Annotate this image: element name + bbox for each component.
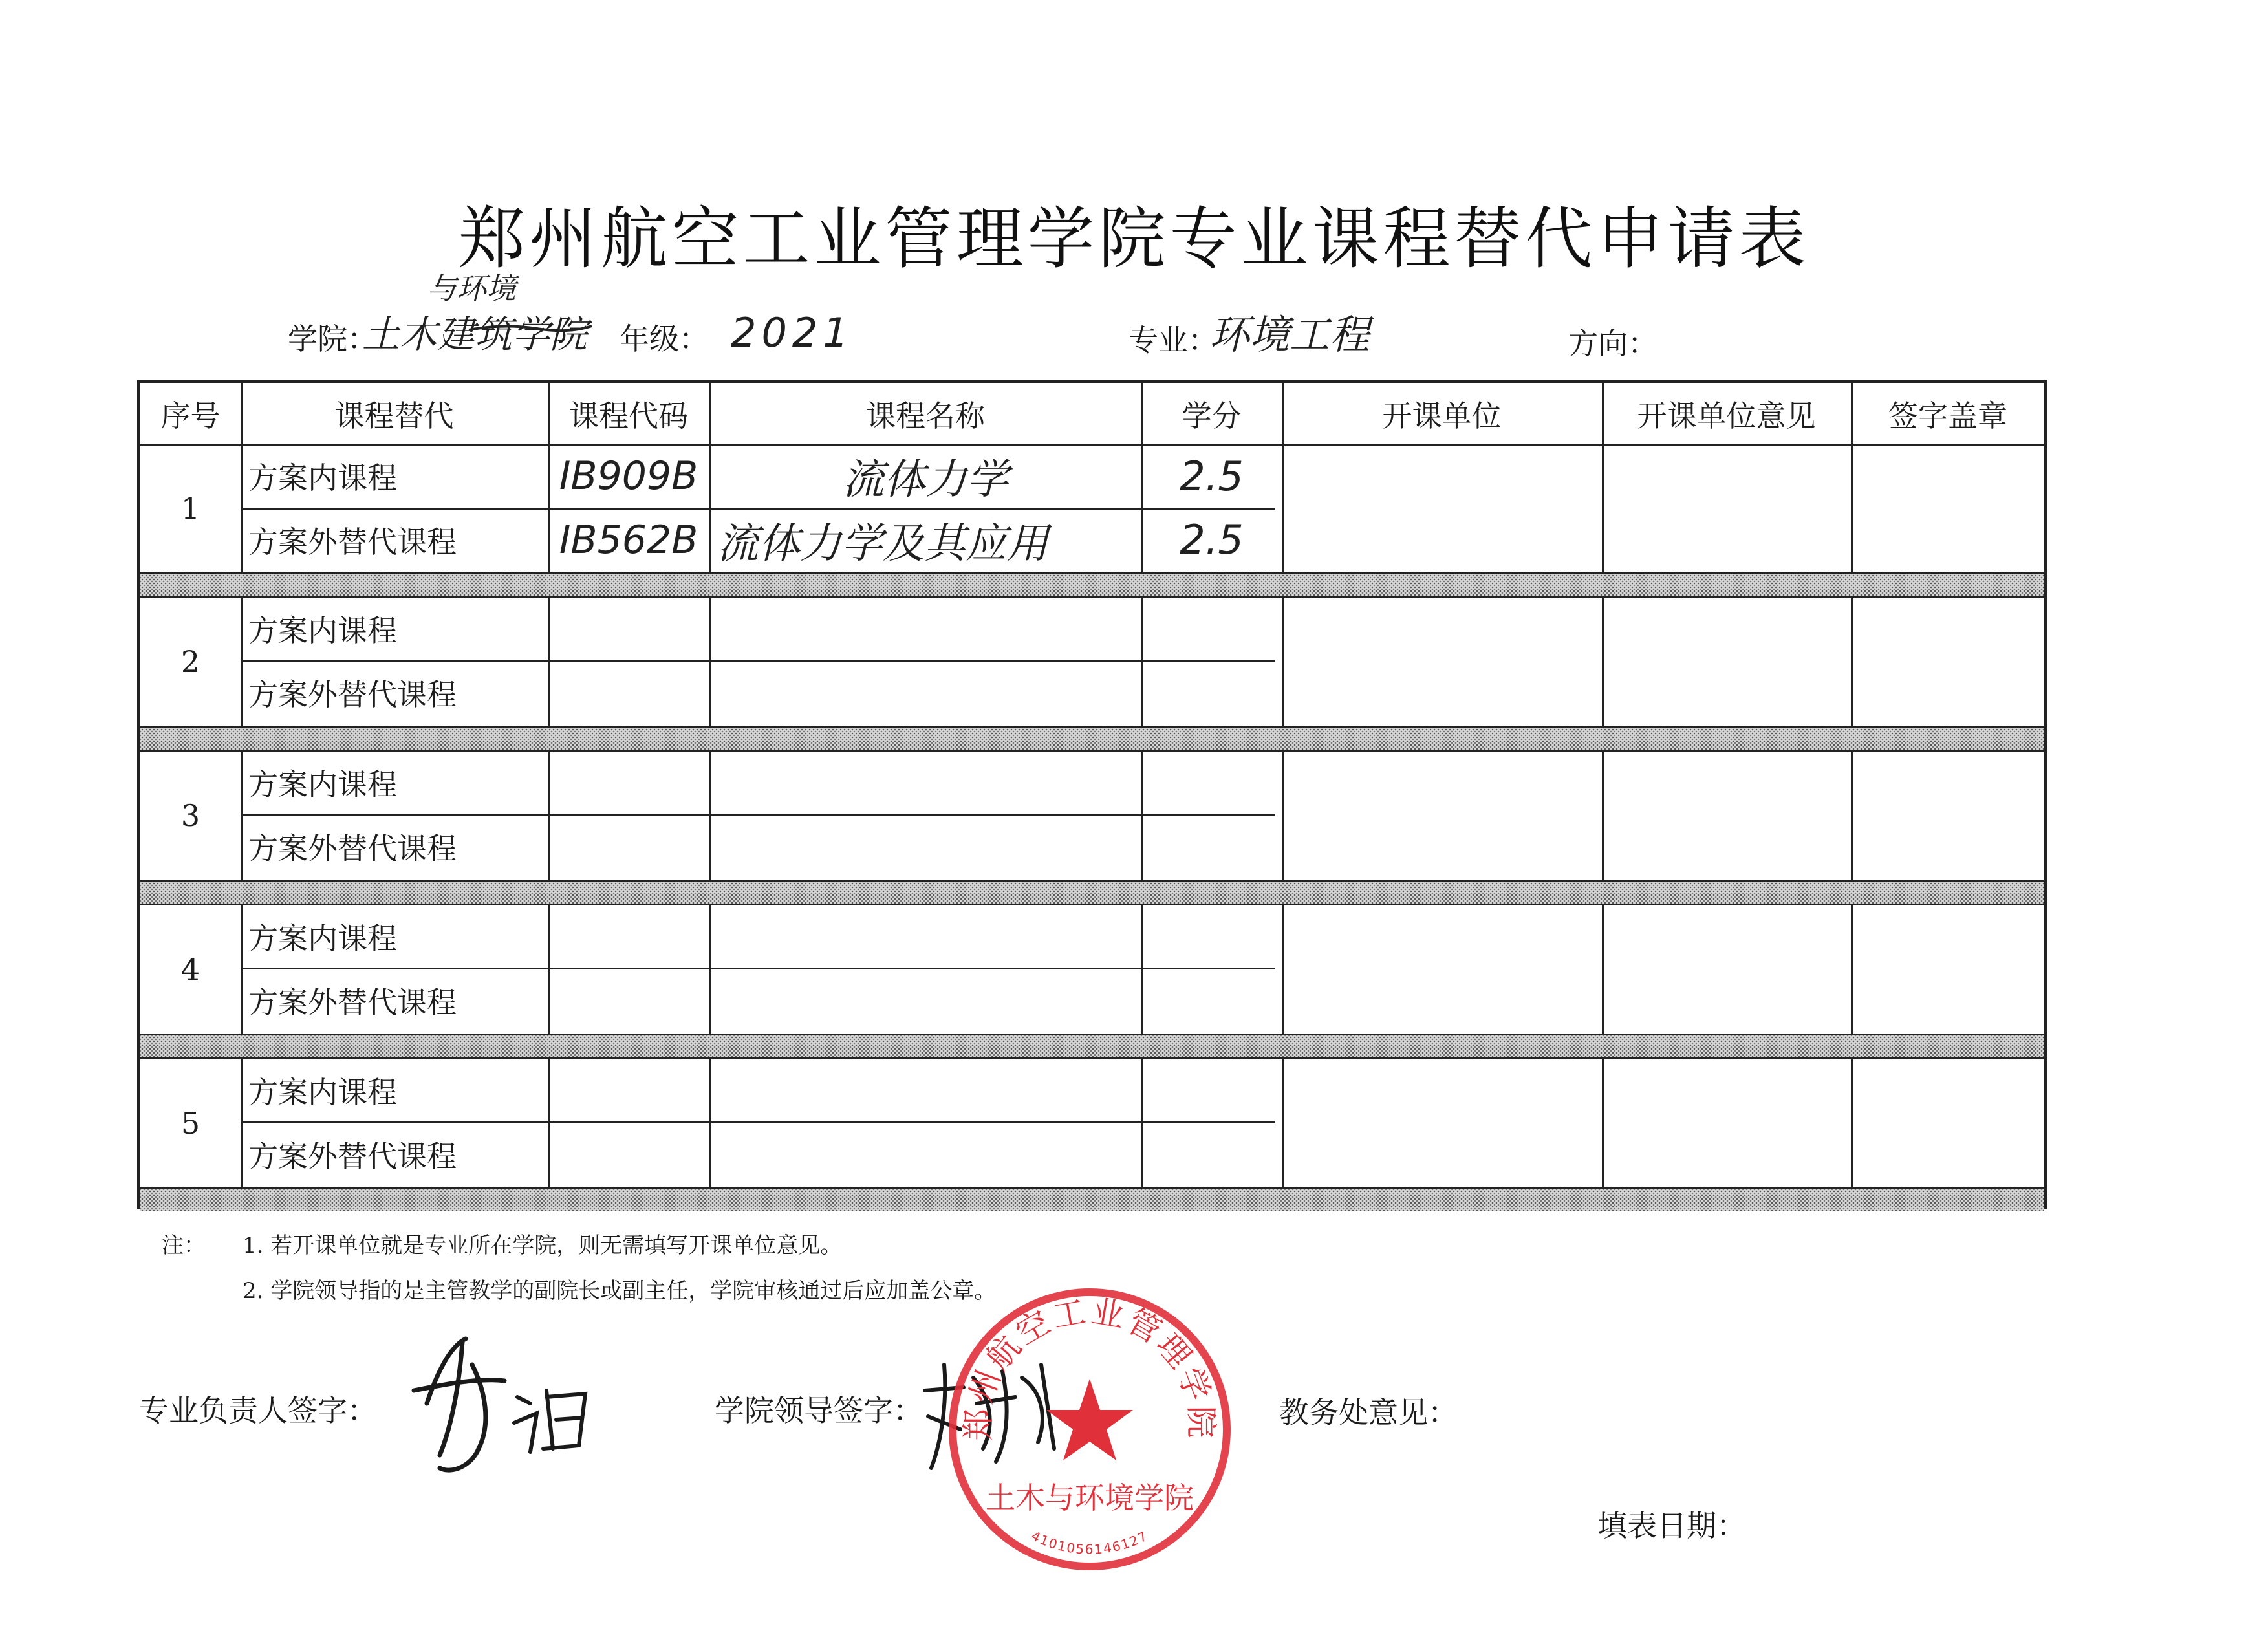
direction-label: 方向：	[1568, 326, 1658, 361]
row-label-substitute: 方案外替代课程	[248, 1139, 457, 1174]
in-plan-credit[interactable]	[1141, 1059, 1282, 1121]
col-header-credit: 学分	[1182, 398, 1242, 433]
seal-inner-text: 土木与环境学院	[986, 1480, 1194, 1515]
substitute-code[interactable]	[548, 660, 709, 726]
row-number: 5	[180, 1106, 200, 1141]
unit-opinion-cell[interactable]	[1602, 444, 1851, 572]
substitute-code[interactable]	[548, 1121, 709, 1187]
substitute-code[interactable]	[548, 968, 709, 1034]
grade-value[interactable]: 2021	[731, 309, 854, 356]
substitute-name[interactable]	[709, 968, 1141, 1034]
unit-cell[interactable]	[1282, 1059, 1602, 1187]
signature-cell[interactable]	[1851, 598, 2045, 726]
signature-cell[interactable]	[1851, 444, 2045, 572]
col-header-name: 课程名称	[866, 398, 985, 433]
col-header-substitution: 课程替代	[334, 398, 454, 433]
row-number: 3	[180, 798, 200, 833]
row-label-substitute: 方案外替代课程	[248, 524, 457, 559]
in-plan-code[interactable]	[548, 905, 709, 968]
unit-opinion-cell[interactable]	[1602, 598, 1851, 726]
col-header-unit-opinion: 开课单位意见	[1637, 398, 1816, 433]
college-label: 学院：	[288, 321, 377, 356]
unit-cell[interactable]	[1282, 905, 1602, 1034]
unit-cell[interactable]	[1282, 444, 1602, 572]
substitute-name[interactable]	[709, 814, 1141, 880]
row-label-substitute: 方案外替代课程	[248, 831, 457, 866]
in-plan-code[interactable]: IB909B	[559, 453, 698, 499]
col-header-unit: 开课单位	[1382, 398, 1502, 433]
substitute-credit[interactable]: 2.5	[1180, 516, 1244, 563]
substitute-name[interactable]: 流体力学及其应用	[717, 519, 1048, 568]
in-plan-code[interactable]	[548, 752, 709, 814]
unit-opinion-cell[interactable]	[1602, 905, 1851, 1034]
unit-opinion-cell[interactable]	[1602, 752, 1851, 880]
major-label: 专业：	[1129, 323, 1218, 358]
seal-serial-text: 4101056146127	[1028, 1528, 1151, 1557]
row-label-in-plan: 方案内课程	[248, 767, 397, 802]
college-seal	[941, 1281, 1238, 1578]
in-plan-credit[interactable]	[1141, 905, 1282, 968]
row-number: 2	[180, 644, 200, 679]
substitute-code[interactable]	[548, 814, 709, 880]
college-correction: 与环境	[427, 271, 516, 306]
fill-date-label: 填表日期：	[1597, 1508, 1746, 1543]
row-label-in-plan: 方案内课程	[248, 1075, 397, 1110]
col-header-signature: 签字盖章	[1888, 398, 2007, 433]
strikethrough-mark	[466, 304, 595, 349]
in-plan-name[interactable]	[709, 598, 1141, 660]
major-head-signature-label: 专业负责人签字：	[139, 1393, 377, 1428]
in-plan-code[interactable]	[548, 598, 709, 660]
college-leader-signature-label: 学院领导签字：	[715, 1393, 923, 1428]
row-label-in-plan: 方案内课程	[248, 921, 397, 956]
unit-opinion-cell[interactable]	[1602, 1059, 1851, 1187]
row-number: 1	[180, 490, 200, 526]
row-label-in-plan: 方案内课程	[248, 460, 397, 495]
major-value[interactable]: 环境工程	[1209, 311, 1370, 358]
row-label-in-plan: 方案内课程	[248, 613, 397, 648]
college-value[interactable]: 土木建筑学院	[362, 312, 588, 356]
seal-outer-text: 郑州航空工业管理学院	[959, 1292, 1220, 1441]
substitution-table	[137, 380, 2047, 1209]
note-item-1: 1. 若开课单位就是专业所在学院，则无需填写开课单位意见。	[243, 1233, 843, 1259]
signature-cell[interactable]	[1851, 905, 2045, 1034]
substitute-credit[interactable]	[1141, 968, 1282, 1034]
in-plan-name[interactable]: 流体力学	[843, 456, 1008, 504]
in-plan-credit[interactable]	[1141, 598, 1282, 660]
substitute-credit[interactable]	[1141, 1121, 1282, 1187]
row-label-substitute: 方案外替代课程	[248, 677, 457, 712]
major-head-signature	[401, 1326, 608, 1488]
substitute-name[interactable]	[709, 1121, 1141, 1187]
grade-label: 年级：	[620, 321, 709, 356]
substitute-code[interactable]: IB562B	[559, 517, 698, 563]
in-plan-name[interactable]	[709, 752, 1141, 814]
signature-cell[interactable]	[1851, 1059, 2045, 1187]
in-plan-credit[interactable]: 2.5	[1180, 452, 1244, 500]
in-plan-name[interactable]	[709, 905, 1141, 968]
academic-office-opinion-label: 教务处意见：	[1279, 1395, 1458, 1430]
unit-cell[interactable]	[1282, 598, 1602, 726]
note-item-2: 2. 学院领导指的是主管教学的副院长或副主任，学院审核通过后应加盖公章。	[243, 1278, 997, 1304]
form-title: 郑州航空工业管理学院专业课程替代申请表	[458, 199, 1810, 278]
notes-prefix: 注：	[162, 1233, 206, 1259]
in-plan-code[interactable]	[548, 1059, 709, 1121]
row-number: 4	[180, 952, 200, 987]
row-label-substitute: 方案外替代课程	[248, 985, 457, 1020]
signature-cell[interactable]	[1851, 752, 2045, 880]
in-plan-name[interactable]	[709, 1059, 1141, 1121]
col-header-no: 序号	[160, 398, 221, 433]
col-header-code: 课程代码	[569, 398, 688, 433]
in-plan-credit[interactable]	[1141, 752, 1282, 814]
unit-cell[interactable]	[1282, 752, 1602, 880]
substitute-credit[interactable]	[1141, 660, 1282, 726]
substitute-name[interactable]	[709, 660, 1141, 726]
star-icon	[1046, 1379, 1133, 1460]
substitute-credit[interactable]	[1141, 814, 1282, 880]
